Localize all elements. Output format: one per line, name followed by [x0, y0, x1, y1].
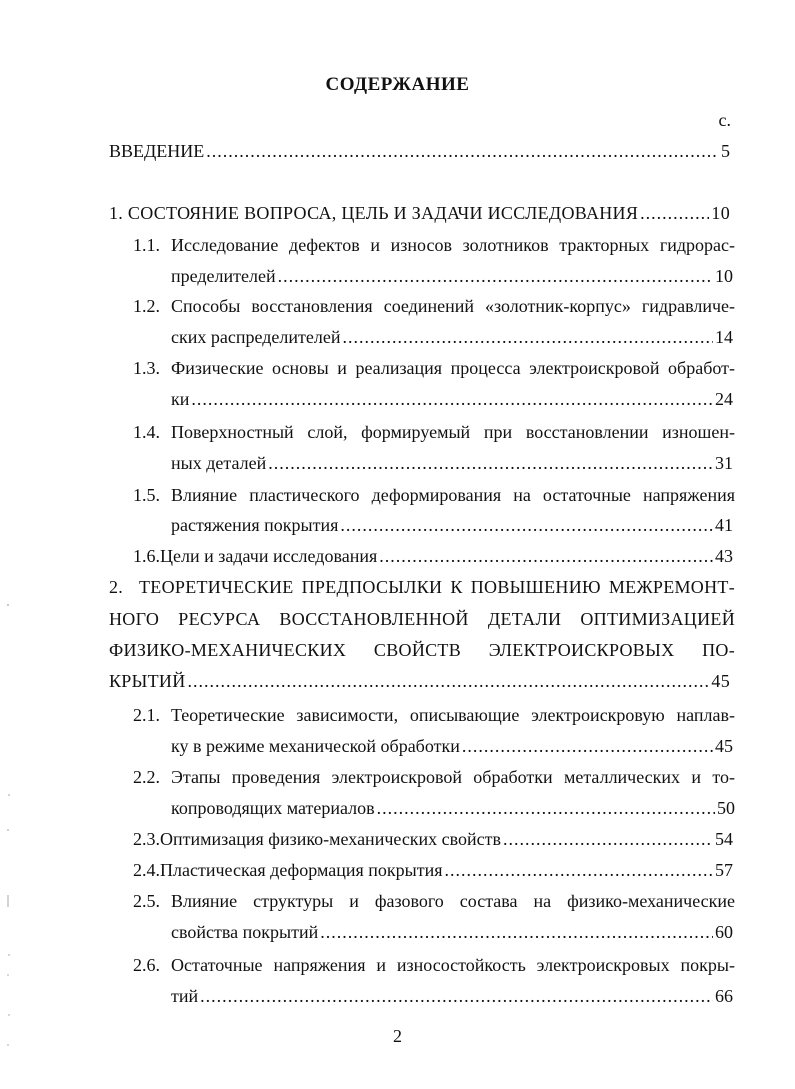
toc-entry-number: 2.4.	[133, 860, 160, 880]
toc-entry-text-line4: КРЫТИЙ	[109, 671, 186, 691]
toc-entry-2-1-cont[interactable]	[171, 734, 733, 758]
toc-entry-chapter-2-line2: НОГО РЕСУРСА ВОССТАНОВЛЕННОЙ ДЕТАЛИ ОПТИМИЗАЦИЕЙ	[109, 609, 735, 629]
toc-entry-text-line2: пределителей	[171, 266, 276, 286]
leader-dots	[377, 796, 715, 820]
toc-entry-page: 60	[715, 922, 733, 942]
toc-entry-number: 2.6.	[133, 955, 160, 975]
toc-entry-page: 57	[715, 860, 733, 880]
leader-dots	[206, 139, 719, 163]
toc-entry-page: 43	[715, 546, 733, 566]
toc-entry-page: 45	[711, 671, 730, 691]
toc-entry-2-5[interactable]	[133, 889, 735, 913]
leader-dots	[503, 827, 713, 851]
toc-entry-number: 1.6.	[133, 546, 160, 566]
toc-entry-number: 2.3.	[133, 829, 160, 849]
toc-entry-text-line1: Способы восстановления соединений «золотник-корпус» гидравличе-	[171, 296, 735, 316]
toc-entry-page: 10	[715, 266, 733, 286]
toc-entry-page: 24	[715, 389, 733, 409]
toc-entry-chapter-2-cont[interactable]	[109, 669, 730, 693]
toc-entry-2-3[interactable]	[133, 827, 733, 851]
toc-entry-1-4[interactable]	[133, 420, 735, 444]
toc-entry-number: 1.2.	[133, 296, 160, 316]
toc-entry-text-line1: Физические основы и реализация процесса электроискровой обработ-	[171, 358, 735, 378]
toc-entry-1-5[interactable]	[133, 483, 735, 507]
toc-entry-2-2-cont[interactable]	[171, 796, 735, 820]
toc-entry-text: ВВЕДЕНИЕ	[109, 141, 205, 161]
toc-entry-2-5-cont[interactable]	[171, 920, 733, 944]
toc-entry-number: 2.1.	[133, 705, 160, 725]
toc-entry-1-3[interactable]	[133, 356, 735, 380]
toc-entry-intro[interactable]	[109, 139, 730, 163]
toc-entry-2-6-cont[interactable]	[171, 984, 733, 1008]
toc-entry-page: 50	[717, 798, 735, 818]
toc-entry-text-line1: Теоретические зависимости, описывающие электроискровую наплав-	[171, 705, 735, 725]
toc-entry-text-line2: ки	[171, 389, 190, 409]
toc-entry-text-line2: свойства покрытий	[171, 922, 319, 942]
toc-entry-text: Пластическая деформация покрытия	[160, 860, 443, 880]
toc-entry-page: 66	[715, 986, 733, 1006]
page-number: 2	[393, 1026, 402, 1046]
toc-entry-2-4[interactable]	[133, 858, 733, 882]
leader-dots	[188, 669, 710, 693]
leader-dots	[278, 264, 713, 288]
toc-entry-text-line1: Влияние структуры и фазового состава на физико-механические	[171, 891, 735, 911]
toc-entry-1-2-cont[interactable]	[171, 325, 733, 349]
toc-entry-text-line2: ных деталей	[171, 453, 267, 473]
toc-entry-text-line2: копроводящих материалов	[171, 798, 375, 818]
toc-entry-1-3-cont[interactable]	[171, 387, 733, 411]
toc-entry-text-line1: Влияние пластического деформирования на остаточные напряжения	[171, 485, 735, 505]
toc-entry-text: Оптимизация физико-механических свойств	[160, 829, 502, 849]
toc-entry-number: 1.	[109, 203, 124, 223]
toc-entry-number: 2.	[109, 577, 124, 597]
toc-entry-page: 10	[711, 203, 730, 223]
toc-entry-1-4-cont[interactable]	[171, 451, 733, 475]
leader-dots	[340, 513, 713, 537]
toc-entry-number: 1.3.	[133, 358, 160, 378]
page-column-label: с.	[718, 110, 731, 130]
toc-entry-text-line1: ТЕОРЕТИЧЕСКИЕ ПРЕДПОСЫЛКИ К ПОВЫШЕНИЮ МЕЖРЕМОНТ-	[139, 577, 735, 597]
toc-entry-text-line1: Этапы проведения электроискровой обработки металлических и то-	[171, 767, 735, 787]
toc-entry-text: Цели и задачи исследования	[160, 546, 378, 566]
toc-entry-text-line1: Остаточные напряжения и износостойкость электроискровых покры-	[171, 955, 735, 975]
leader-dots	[445, 858, 714, 882]
toc-entry-number: 1.4.	[133, 422, 160, 442]
toc-entry-text-line2: тий	[171, 986, 199, 1006]
leader-dots	[200, 984, 713, 1008]
toc-entry-number: 2.5.	[133, 891, 160, 911]
leader-dots	[191, 387, 713, 411]
toc-entry-chapter-2-line3: ФИЗИКО-МЕХАНИЧЕСКИХ СВОЙСТВ ЭЛЕКТРОИСКРОВЫХ ПО-	[109, 640, 735, 660]
toc-entry-2-2[interactable]	[133, 765, 735, 789]
toc-entry-2-6[interactable]	[133, 953, 735, 977]
toc-entry-number: 1.5.	[133, 485, 160, 505]
toc-entry-chapter-2[interactable]	[109, 575, 735, 599]
toc-entry-1-5-cont[interactable]	[171, 513, 733, 537]
toc-entry-number: 1.1.	[133, 235, 160, 255]
scan-margin-marks	[4, 595, 14, 1075]
toc-entry-1-1-cont[interactable]	[171, 264, 733, 288]
toc-entry-text-line2: растяжения покрытия	[171, 515, 339, 535]
toc-entry-text-line2: ку в режиме механической обработки	[171, 736, 460, 756]
toc-entry-page: 5	[721, 141, 730, 161]
toc-entry-1-2[interactable]	[133, 294, 735, 318]
toc-entry-text-line1: Поверхностный слой, формируемый при восстановлении изношен-	[171, 422, 735, 442]
toc-entry-2-1[interactable]	[133, 703, 735, 727]
toc-entry-page: 31	[715, 453, 733, 473]
toc-entry-page: 14	[715, 327, 733, 347]
leader-dots	[640, 201, 709, 225]
toc-entry-1-6[interactable]	[133, 544, 733, 568]
toc-entry-text-line1: Исследование дефектов и износов золотников тракторных гидрорас-	[171, 235, 735, 255]
leader-dots	[379, 544, 713, 568]
leader-dots	[462, 734, 713, 758]
leader-dots	[342, 325, 713, 349]
toc-entry-text-line2: ских распределителей	[171, 327, 341, 347]
toc-entry-page: 54	[715, 829, 733, 849]
toc-entry-text: СОСТОЯНИЕ ВОПРОСА, ЦЕЛЬ И ЗАДАЧИ ИССЛЕДОВАНИЯ	[127, 203, 639, 223]
leader-dots	[320, 920, 713, 944]
toc-entry-number: 2.2.	[133, 767, 160, 787]
toc-entry-1-1[interactable]	[133, 233, 735, 257]
toc-title: СОДЕРЖАНИЕ	[325, 74, 470, 95]
toc-entry-chapter-1[interactable]	[109, 201, 730, 225]
leader-dots	[268, 451, 713, 475]
toc-entry-page: 41	[715, 515, 733, 535]
toc-entry-page: 45	[715, 736, 733, 756]
